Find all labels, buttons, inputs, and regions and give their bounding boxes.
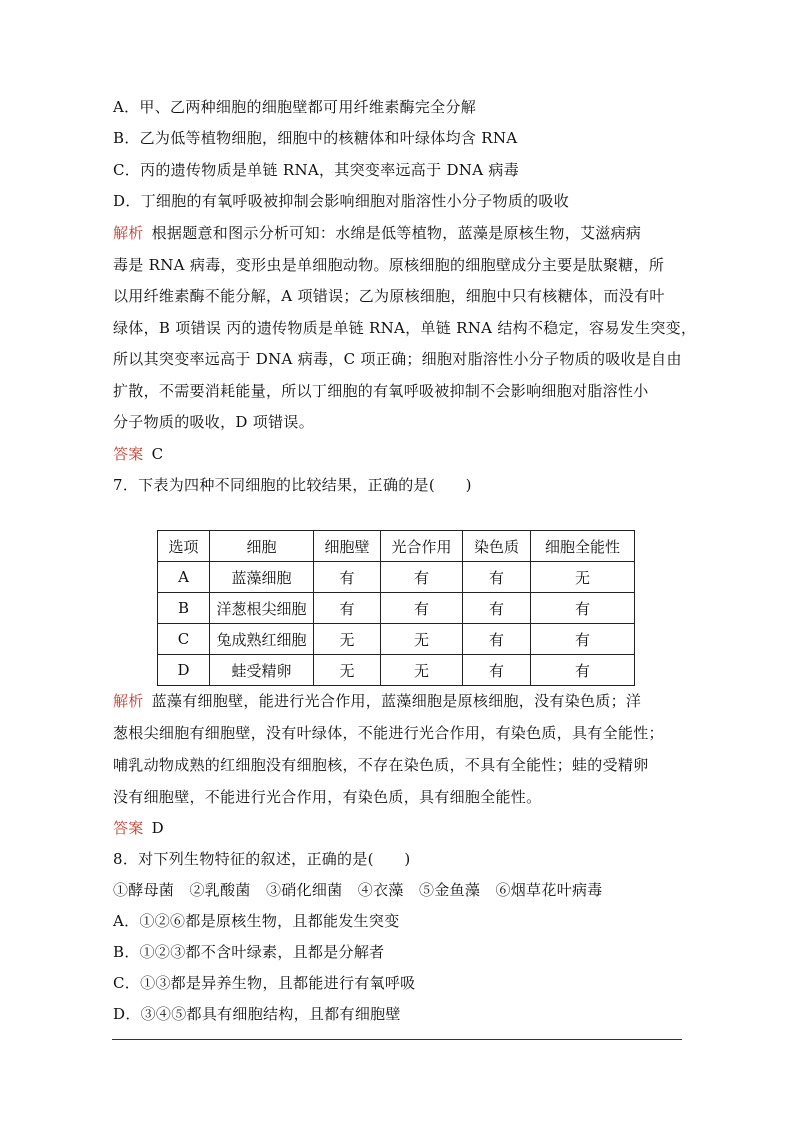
table-cell: 有: [381, 593, 463, 624]
q6-analysis-line: 分子物质的吸收，D 项错误。: [113, 413, 314, 431]
answer-label: 答案: [113, 819, 144, 837]
q8-items: ①酵母菌 ②乳酸菌 ③硝化细菌 ④衣藻 ⑤金鱼藻 ⑥烟草花叶病毒: [113, 881, 603, 899]
q7-stem: 7．下表为四种不同细胞的比较结果，正确的是( ): [113, 476, 472, 494]
table-cell: 蛙受精卵: [210, 655, 314, 686]
table-cell: 洋葱根尖细胞: [210, 593, 314, 624]
table-header-row: [158, 531, 635, 562]
answer-value: C: [151, 445, 164, 463]
table-cell: 蓝藻细胞: [210, 562, 314, 593]
table-cell: 无: [314, 655, 381, 686]
footer-divider: [112, 1039, 682, 1040]
table-header-cell: 选项: [158, 531, 210, 562]
table-cell: 无: [531, 562, 635, 593]
q8-option-a: A．①②⑥都是原核生物，且都能发生突变: [113, 912, 400, 930]
q7-analysis-line: [113, 691, 685, 711]
table-cell: 有: [314, 593, 381, 624]
table-cell: D: [158, 655, 210, 686]
table-cell: C: [158, 624, 210, 655]
table-row: [158, 655, 635, 686]
table-cell: 有: [463, 562, 531, 593]
table-cell: 有: [531, 624, 635, 655]
q6-analysis-line: 绿体，B 项错误 丙的遗传物质是单链 RNA，单链 RNA 结构不稳定，容易发生突变，: [113, 319, 697, 337]
q8-stem: 8．对下列生物特征的叙述，正确的是( ): [113, 850, 411, 868]
table-cell: 有: [381, 562, 463, 593]
q6-option-b: B．乙为低等植物细胞，细胞中的核糖体和叶绿体均含 RNA: [113, 129, 518, 147]
table-cell: 有: [531, 655, 635, 686]
q6-analysis-line: 所以其突变率远高于 DNA 病毒，C 项正确；细胞对脂溶性小分子物质的吸收是自由: [113, 350, 682, 368]
q7-answer-line: [113, 818, 685, 838]
q7-analysis-line: 葱根尖细胞有细胞壁，没有叶绿体，不能进行光合作用，有染色质，具有全能性；: [113, 724, 664, 742]
q6-option-a: A．甲、乙两种细胞的细胞壁都可用纤维素酶完全分解: [113, 98, 477, 116]
q6-analysis-line: 扩散，不需要消耗能量，所以丁细胞的有氧呼吸被抑制不会影响细胞对脂溶性小: [113, 382, 649, 400]
table-header-cell: 光合作用: [381, 531, 463, 562]
q6-analysis-line: [113, 223, 685, 243]
table-header-cell: 染色质: [463, 531, 531, 562]
q6-option-c: C．丙的遗传物质是单链 RNA，其突变率远高于 DNA 病毒: [113, 161, 520, 179]
q6-answer-line: [113, 444, 685, 464]
table-cell: 有: [463, 624, 531, 655]
q7-analysis-line: 没有细胞壁，不能进行光合作用，有染色质，具有细胞全能性。: [113, 788, 542, 806]
table-cell: A: [158, 562, 210, 593]
table-cell: 兔成熟红细胞: [210, 624, 314, 655]
q6-option-d: D．丁细胞的有氧呼吸被抑制会影响细胞对脂溶性小分子物质的吸收: [113, 192, 570, 210]
table-cell: 无: [381, 655, 463, 686]
table-header-cell: 细胞: [210, 531, 314, 562]
table-header-cell: 细胞壁: [314, 531, 381, 562]
q8-option-d: D．③④⑤都具有细胞结构，且都有细胞壁: [113, 1005, 401, 1023]
table-cell: 无: [314, 624, 381, 655]
answer-value: D: [151, 819, 164, 837]
q7-analysis-text: 蓝藻有细胞壁，能进行光合作用，蓝藻细胞是原核细胞，没有染色质；洋: [151, 692, 642, 710]
q8-option-b: B．①②③都不含叶绿素，且都是分解者: [113, 943, 385, 961]
analysis-label: 解析: [113, 692, 144, 710]
table-row: [158, 624, 635, 655]
q7-analysis-line: 哺乳动物成熟的红细胞没有细胞核，不存在染色质，不具有全能性；蛙的受精卵: [113, 756, 649, 774]
table-cell: 有: [314, 562, 381, 593]
q6-analysis-text: 根据题意和图示分析可知：水绵是低等植物，蓝藻是原核生物，艾滋病病: [151, 224, 642, 242]
table-cell: B: [158, 593, 210, 624]
table-cell: 无: [381, 624, 463, 655]
table-row: [158, 562, 635, 593]
table-cell: 有: [463, 593, 531, 624]
analysis-label: 解析: [113, 224, 144, 242]
table-cell: 有: [531, 593, 635, 624]
comparison-table: [157, 530, 635, 686]
answer-label: 答案: [113, 445, 144, 463]
q6-analysis-line: 毒是 RNA 病毒，变形虫是单细胞动物。原核细胞的细胞壁成分主要是肽聚糖，所: [113, 256, 665, 274]
q6-analysis-line: 以用纤维素酶不能分解，A 项错误；乙为原核细胞，细胞中只有核糖体，而没有叶: [113, 287, 665, 305]
table-header-cell: 细胞全能性: [531, 531, 635, 562]
q8-option-c: C．①③都是异养生物，且都能进行有氧呼吸: [113, 974, 416, 992]
table-row: [158, 593, 635, 624]
table-cell: 有: [463, 655, 531, 686]
